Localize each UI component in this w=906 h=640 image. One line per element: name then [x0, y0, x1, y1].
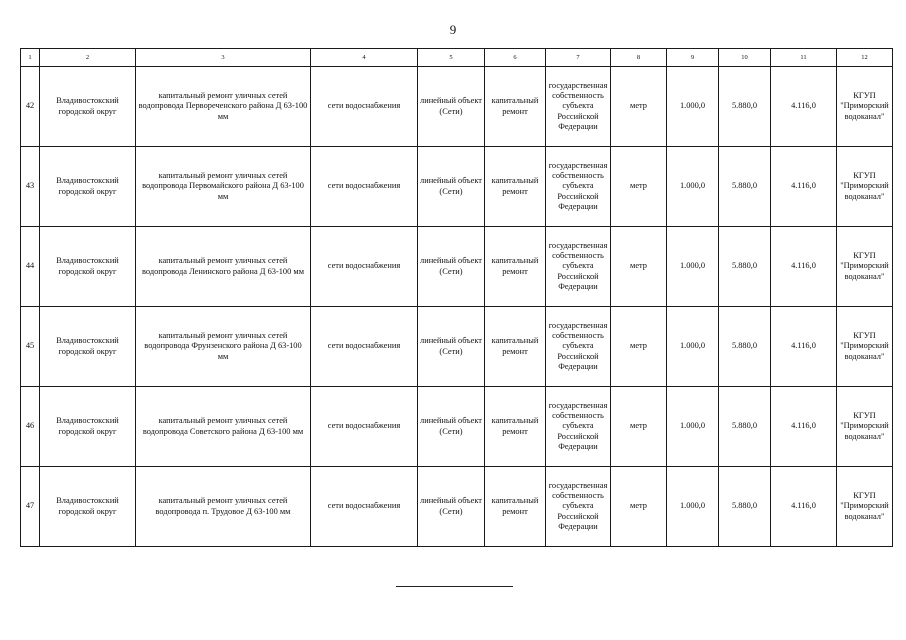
column-header: 4: [311, 49, 418, 67]
row-number-cell: 42: [21, 67, 40, 147]
quantity-cell: 1.000,0: [667, 147, 719, 227]
work-description-cell: капитальный ремонт уличных сетей водопровода Советского района Д 63-100 мм: [136, 387, 311, 467]
work-type-cell: капитальный ремонт: [485, 147, 546, 227]
table-row: [21, 147, 893, 227]
municipality-cell: Владивостокский городской округ: [40, 387, 136, 467]
work-description-cell: капитальный ремонт уличных сетей водопровода Фрунзенского района Д 63-100 мм: [136, 307, 311, 387]
table-row: [21, 227, 893, 307]
ownership-cell: государственная собственность субъекта Российской Федерации: [546, 227, 611, 307]
unit-cell: метр: [611, 67, 667, 147]
amount-cell: 4.116,0: [771, 227, 837, 307]
amount-cell: 4.116,0: [771, 467, 837, 547]
municipality-cell: Владивостокский городской округ: [40, 147, 136, 227]
ownership-cell: государственная собственность субъекта Российской Федерации: [546, 307, 611, 387]
ownership-cell: государственная собственность субъекта Российской Федерации: [546, 467, 611, 547]
column-header: 1: [21, 49, 40, 67]
column-header: 7: [546, 49, 611, 67]
work-type-cell: капитальный ремонт: [485, 227, 546, 307]
object-category-cell: линейный объект (Сети): [418, 147, 485, 227]
row-number-cell: 43: [21, 147, 40, 227]
unit-cell: метр: [611, 387, 667, 467]
quantity-cell: 1.000,0: [667, 467, 719, 547]
object-category-cell: линейный объект (Сети): [418, 307, 485, 387]
work-description-cell: капитальный ремонт уличных сетей водопровода Первореченского района Д 63-100 мм: [136, 67, 311, 147]
contractor-cell: КГУП "Приморский водоканал": [837, 227, 893, 307]
cost-cell: 5.880,0: [719, 387, 771, 467]
quantity-cell: 1.000,0: [667, 307, 719, 387]
column-header: 2: [40, 49, 136, 67]
object-category-cell: линейный объект (Сети): [418, 467, 485, 547]
table-row: [21, 387, 893, 467]
row-number-cell: 44: [21, 227, 40, 307]
cost-cell: 5.880,0: [719, 67, 771, 147]
cost-cell: 5.880,0: [719, 147, 771, 227]
object-type-cell: сети водоснабжения: [311, 467, 418, 547]
column-header: 5: [418, 49, 485, 67]
work-type-cell: капитальный ремонт: [485, 67, 546, 147]
work-description-cell: капитальный ремонт уличных сетей водопровода Ленинского района Д 63-100 мм: [136, 227, 311, 307]
table-row: [21, 307, 893, 387]
municipality-cell: Владивостокский городской округ: [40, 307, 136, 387]
object-type-cell: сети водоснабжения: [311, 307, 418, 387]
work-type-cell: капитальный ремонт: [485, 467, 546, 547]
work-type-cell: капитальный ремонт: [485, 387, 546, 467]
quantity-cell: 1.000,0: [667, 227, 719, 307]
contractor-cell: КГУП "Приморский водоканал": [837, 307, 893, 387]
table-row: [21, 467, 893, 547]
cost-cell: 5.880,0: [719, 227, 771, 307]
header-row: [21, 49, 893, 67]
column-header: 10: [719, 49, 771, 67]
municipality-cell: Владивостокский городской округ: [40, 67, 136, 147]
column-header: 11: [771, 49, 837, 67]
object-type-cell: сети водоснабжения: [311, 67, 418, 147]
contractor-cell: КГУП "Приморский водоканал": [837, 147, 893, 227]
unit-cell: метр: [611, 307, 667, 387]
page-number: 9: [449, 22, 457, 37]
contractor-cell: КГУП "Приморский водоканал": [837, 467, 893, 547]
work-description-cell: капитальный ремонт уличных сетей водопровода п. Трудовое Д 63-100 мм: [136, 467, 311, 547]
data-table: [20, 48, 893, 547]
row-number-cell: 45: [21, 307, 40, 387]
contractor-cell: КГУП "Приморский водоканал": [837, 387, 893, 467]
object-type-cell: сети водоснабжения: [311, 227, 418, 307]
contractor-cell: КГУП "Приморский водоканал": [837, 67, 893, 147]
object-type-cell: сети водоснабжения: [311, 147, 418, 227]
amount-cell: 4.116,0: [771, 307, 837, 387]
municipality-cell: Владивостокский городской округ: [40, 227, 136, 307]
cost-cell: 5.880,0: [719, 307, 771, 387]
quantity-cell: 1.000,0: [667, 387, 719, 467]
footer-divider: [396, 586, 513, 587]
amount-cell: 4.116,0: [771, 147, 837, 227]
row-number-cell: 46: [21, 387, 40, 467]
table-row: [21, 67, 893, 147]
row-number-cell: 47: [21, 467, 40, 547]
ownership-cell: государственная собственность субъекта Российской Федерации: [546, 147, 611, 227]
object-category-cell: линейный объект (Сети): [418, 67, 485, 147]
unit-cell: метр: [611, 147, 667, 227]
amount-cell: 4.116,0: [771, 387, 837, 467]
column-header: 12: [837, 49, 893, 67]
work-description-cell: капитальный ремонт уличных сетей водопровода Первомайского района Д 63-100 мм: [136, 147, 311, 227]
work-type-cell: капитальный ремонт: [485, 307, 546, 387]
ownership-cell: государственная собственность субъекта Российской Федерации: [546, 67, 611, 147]
column-header: 3: [136, 49, 311, 67]
object-type-cell: сети водоснабжения: [311, 387, 418, 467]
unit-cell: метр: [611, 467, 667, 547]
municipality-cell: Владивостокский городской округ: [40, 467, 136, 547]
quantity-cell: 1.000,0: [667, 67, 719, 147]
ownership-cell: государственная собственность субъекта Российской Федерации: [546, 387, 611, 467]
object-category-cell: линейный объект (Сети): [418, 227, 485, 307]
column-header: 8: [611, 49, 667, 67]
column-header: 6: [485, 49, 546, 67]
column-header: 9: [667, 49, 719, 67]
unit-cell: метр: [611, 227, 667, 307]
cost-cell: 5.880,0: [719, 467, 771, 547]
amount-cell: 4.116,0: [771, 67, 837, 147]
object-category-cell: линейный объект (Сети): [418, 387, 485, 467]
